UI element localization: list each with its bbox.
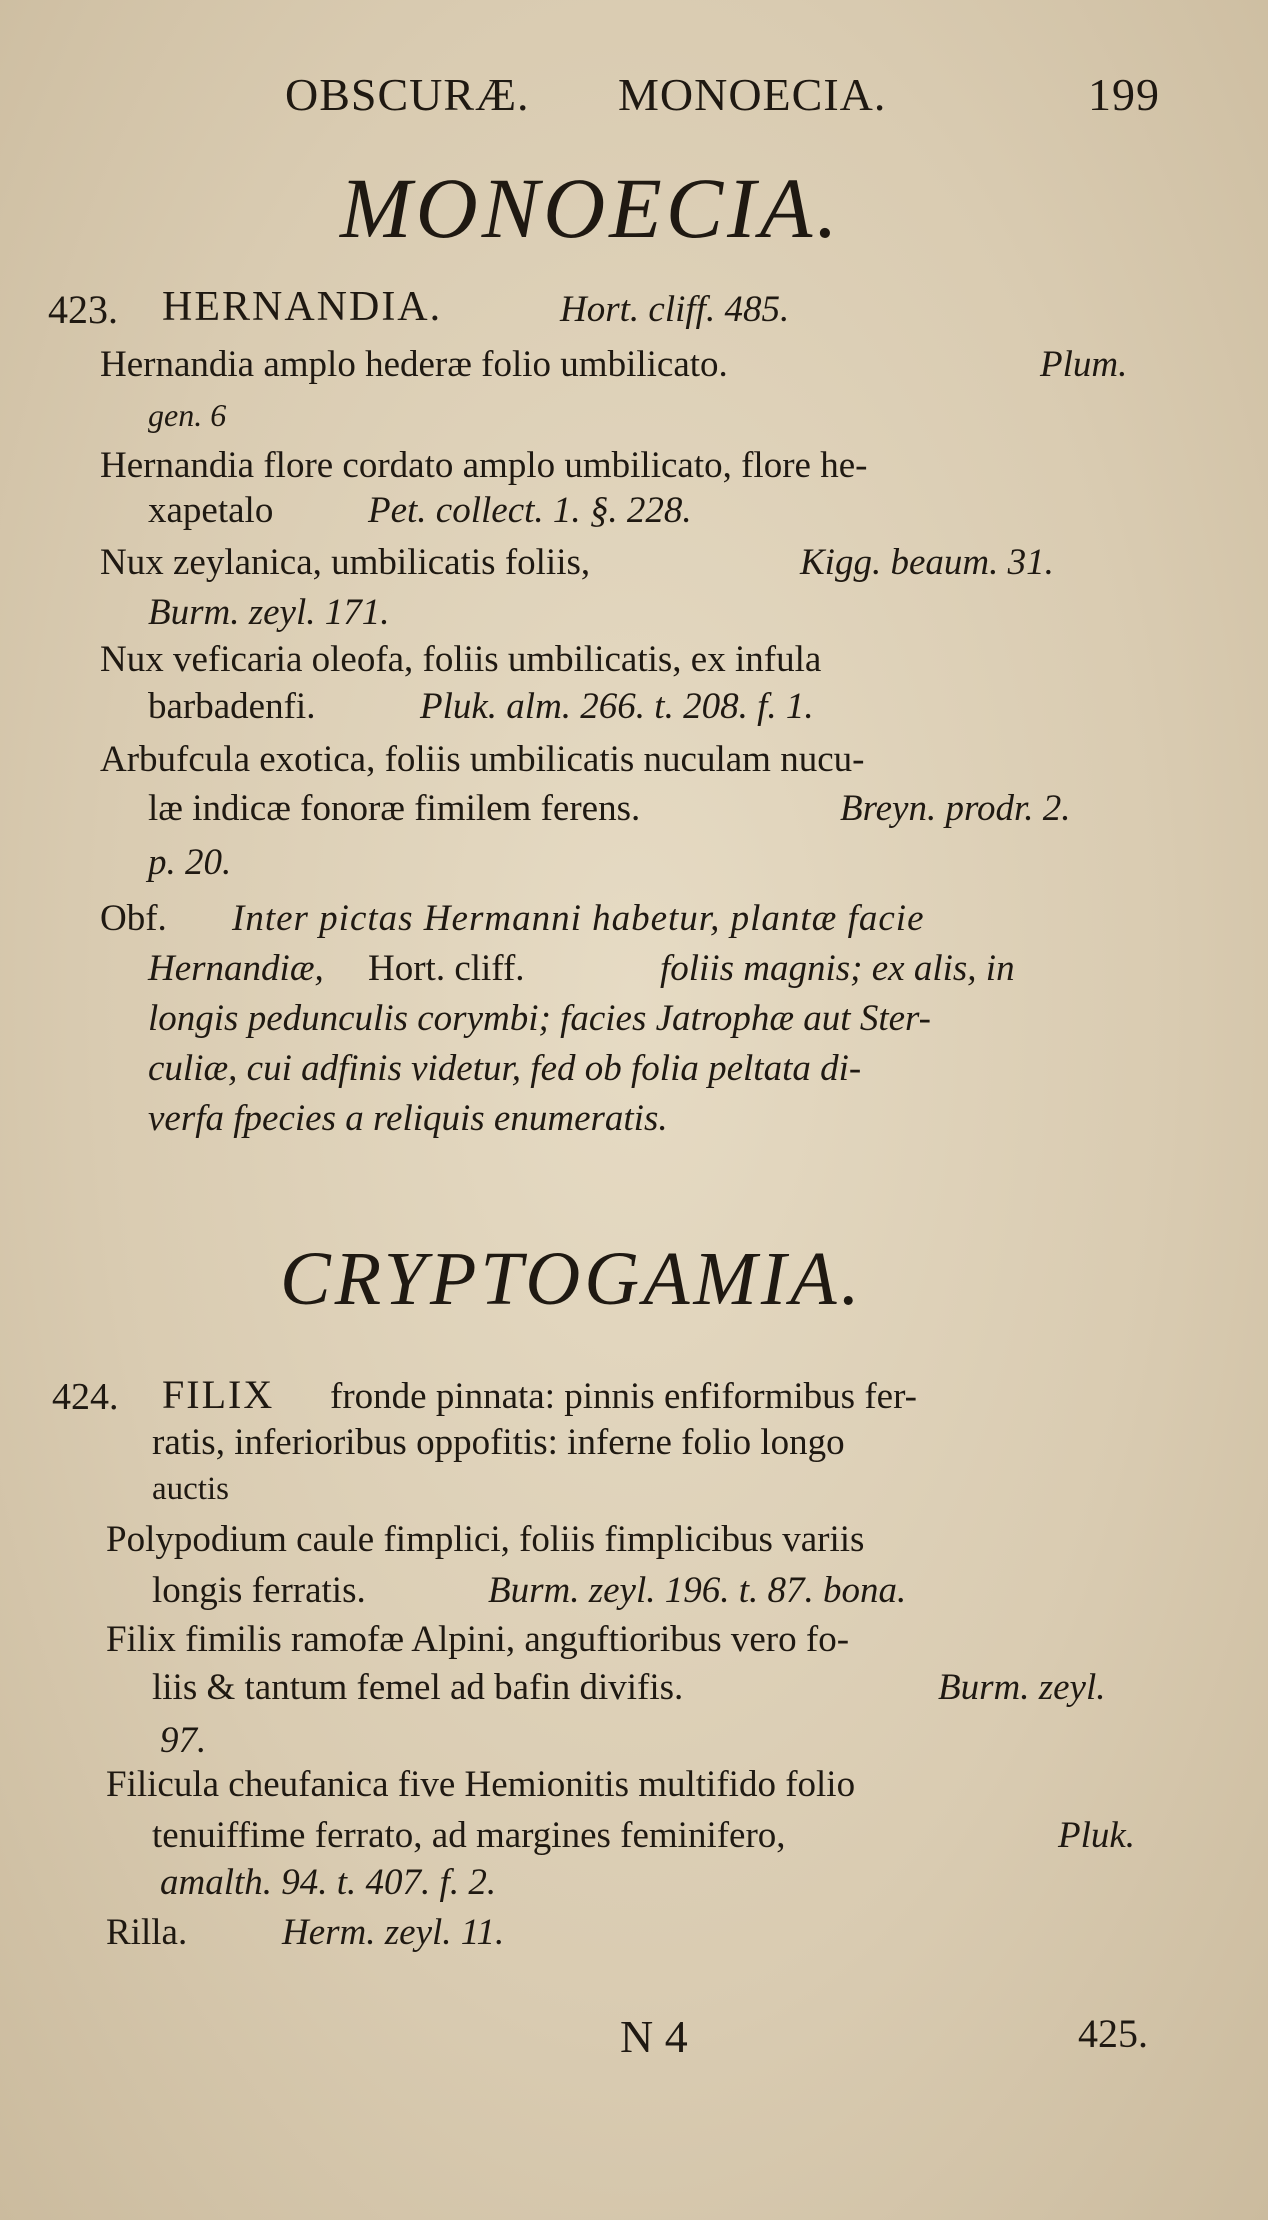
synonym-text: Hernandia amplo hederæ folio umbilicato. [100, 344, 728, 385]
entry-number: 424. [52, 1376, 119, 1418]
synonym-text: Filicula cheufanica five Hemionitis multifido folio [106, 1764, 856, 1805]
reference: Burm. zeyl. 171. [148, 592, 390, 633]
synonym-text: xapetalo [148, 490, 274, 531]
reference: gen. 6 [148, 397, 227, 433]
reference: 97. [160, 1720, 207, 1761]
observation-text: Inter pictas Hermanni habetur, plantæ facie [232, 898, 925, 939]
genus-name: HERNANDIA. [162, 284, 443, 330]
synonym-text: tenuiffime ferrato, ad margines feminifero, [152, 1815, 786, 1856]
reference: Pluk. [1058, 1815, 1136, 1856]
observation-text: culiæ, cui adfinis videtur, fed ob folia peltata di- [148, 1048, 862, 1089]
synonym-text: longis ferratis. [152, 1570, 366, 1611]
observation-text: verfa fpecies a reliquis enumeratis. [148, 1098, 668, 1139]
running-head-left: OBSCURÆ. [285, 69, 530, 120]
synonym-text: Hernandia flore cordato amplo umbilicato, flore he- [100, 445, 868, 486]
synonym-text: Arbufcula exotica, foliis umbilicatis nuculam nucu- [100, 739, 865, 780]
section-title-monoecia: MONOECIA. [340, 160, 842, 256]
signature-mark: N 4 [620, 2011, 688, 2062]
description-text: fronde pinnata: pinnis enfiformibus fer- [330, 1376, 917, 1417]
page-number: 199 [1088, 69, 1160, 120]
synonym-text: Polypodium caule fimplici, foliis fimplicibus variis [106, 1519, 865, 1560]
running-head-center: MONOECIA. [618, 69, 887, 120]
reference: Hort. cliff. 485. [560, 289, 790, 330]
reference: p. 20. [148, 842, 232, 883]
synonym-text: Rilla. [106, 1912, 188, 1953]
synonym-text: Filix fimilis ramofæ Alpini, anguftioribus vero fo- [106, 1619, 850, 1660]
genus-name: FILIX [162, 1372, 275, 1417]
reference: Breyn. prodr. 2. [840, 788, 1071, 829]
description-text: ratis, inferioribus oppofitis: inferne folio longo [152, 1422, 845, 1463]
synonym-text: barbadenfi. [148, 686, 316, 727]
reference: amalth. 94. t. 407. f. 2. [160, 1862, 497, 1903]
reference: Pluk. alm. 266. t. 208. f. 1. [420, 686, 814, 727]
reference: Herm. zeyl. 11. [282, 1912, 505, 1953]
reference: Burm. zeyl. 196. t. 87. bona. [488, 1570, 907, 1611]
reference: Pet. collect. 1. §. 228. [368, 490, 692, 531]
observation-text: foliis magnis; ex alis, in [660, 948, 1015, 989]
synonym-text: Nux veficaria oleofa, foliis umbilicatis, ex infula [100, 639, 822, 680]
reference: Plum. [1040, 344, 1128, 385]
observation-text: longis pedunculis corymbi; facies Jatrophæ aut Ster- [148, 998, 931, 1039]
entry-number: 423. [48, 287, 118, 332]
synonym-text: liis & tantum femel ad bafin divifis. [152, 1667, 684, 1708]
reference: Kigg. beaum. 31. [800, 542, 1054, 583]
synonym-text: læ indicæ fonoræ fimilem ferens. [148, 788, 641, 829]
synonym-text: Nux zeylanica, umbilicatis foliis, [100, 542, 591, 583]
observation-text: Hort. cliff. [368, 948, 525, 989]
observation-label: Obf. [100, 898, 167, 939]
section-title-cryptogamia: CRYPTOGAMIA. [280, 1237, 864, 1321]
catchword: 425. [1078, 2011, 1148, 2056]
description-text: auctis [152, 1471, 229, 1507]
reference: Burm. zeyl. [938, 1667, 1106, 1708]
observation-text: Hernandiæ, [148, 948, 324, 989]
